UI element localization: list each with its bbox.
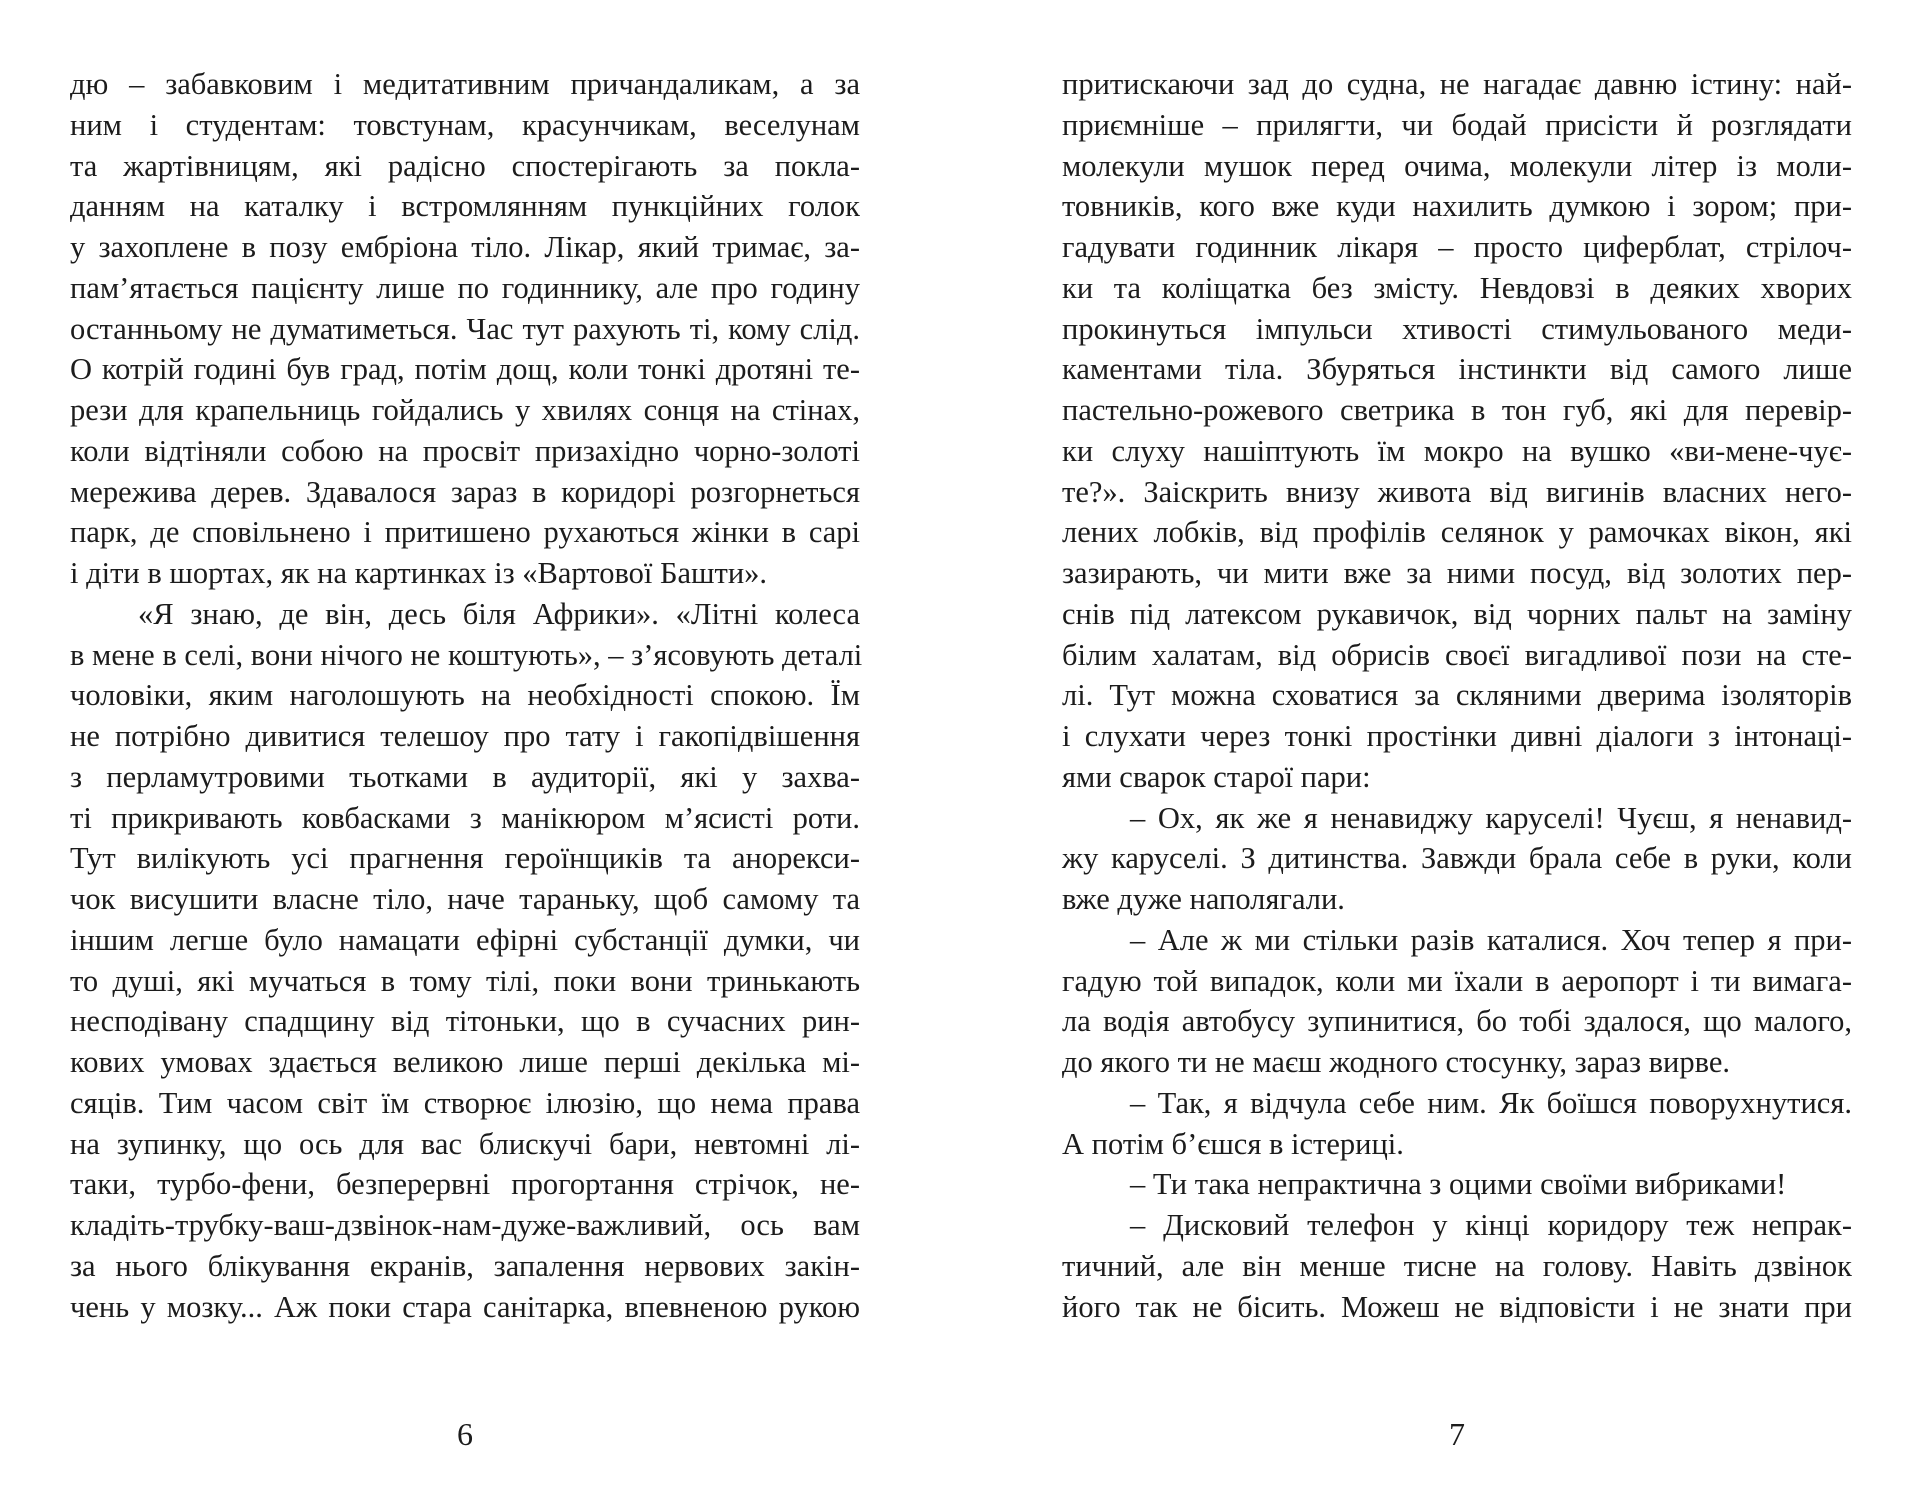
page-number: 6 xyxy=(457,1416,473,1452)
text-line: його так не бісить. Можеш не відповісти і не знати при xyxy=(1062,1289,1852,1324)
text-line: то душі, які мучаться в тому тілі, поки вони тринькають xyxy=(70,963,860,998)
text-line: – Ти така непрактична з оцими своїми вибриками! xyxy=(1130,1167,1787,1202)
text-line: білим халатам, від обрисів своєї вигадливої пози на сте- xyxy=(1062,637,1852,672)
right-page xyxy=(1062,64,1852,1494)
text-line: тичний, але він менше тисне на голову. Навіть дзвінок xyxy=(1062,1248,1852,1283)
text-line: пам’ятається пацієнту лише по годиннику, але про годину xyxy=(70,270,860,305)
text-line: не потрібно дивитися телешоу про тату і гакопідвішення xyxy=(70,719,860,753)
text-line: А потім б’єшся в істериці. xyxy=(1062,1126,1404,1161)
right-page-text xyxy=(1062,64,1852,1327)
text-line: чоловіки, яким наголошують на необхідності спокою. Їм xyxy=(70,678,860,713)
text-line: в мене в селі, вони нічого не коштують», – з’ясовують деталі xyxy=(70,637,863,672)
text-line: до якого ти не маєш жодного стосунку, зараз вирве. xyxy=(1062,1045,1730,1079)
text-line: приємніше – прилягти, чи бодай присісти й розглядати xyxy=(1062,107,1852,142)
text-line: на зупинку, що ось для вас блискучі бари, невтомні лі- xyxy=(70,1126,860,1161)
text-line: – Дисковий телефон у кінці коридору теж непрак- xyxy=(1130,1208,1852,1242)
text-line: снів під латексом рукавичок, від чорних пальт на заміну xyxy=(1062,596,1852,631)
text-line: ки та коліщатка без змісту. Невдовзі в деяких хворих xyxy=(1062,270,1852,305)
text-line: зазирають, чи мити вже за ними посуд, від золотих пер- xyxy=(1062,556,1852,590)
text-line: товників, кого вже куди нахилить думкою і зором; при- xyxy=(1062,189,1852,224)
text-line: каментами тіла. Збуряться інстинкти від самого лише xyxy=(1062,352,1852,387)
text-line: ями сварок старої пари: xyxy=(1062,759,1371,794)
text-line: лі. Тут можна сховатися за скляними дверима ізоляторів xyxy=(1062,678,1852,713)
text-line: гадувати годинник лікаря – просто циферблат, стрілоч- xyxy=(1062,230,1852,264)
text-line: та жартівницям, які радісно спостерігають за покла- xyxy=(70,148,860,183)
text-line: вже дуже наполягали. xyxy=(1062,882,1345,916)
text-line: – Ох, як же я ненавиджу каруселі! Чуєш, я ненавид- xyxy=(1130,800,1852,835)
text-line: іншим легше було намацати ефірні субстанції думки, чи xyxy=(70,922,860,957)
text-line: і діти в шортах, як на картинках із «Вартової Башти». xyxy=(70,556,768,590)
text-line: ки слуху нашіптують їм мокро на вушко «ви-мене-чує- xyxy=(1062,433,1852,468)
text-line: лених лобків, від профілів селянок у рамочках вікон, які xyxy=(1062,515,1852,550)
text-line: ним і студентам: товстунам, красунчикам, веселунам xyxy=(70,107,860,142)
text-line: дю – забавковим і медитативним причандаликам, а за xyxy=(70,67,860,101)
page-number: 7 xyxy=(1449,1416,1465,1452)
text-line: коли відтіняли собою на просвіт призахідно чорно-золоті xyxy=(70,433,860,468)
text-line: у захоплене в позу ембріона тіло. Лікар, який тримає, за- xyxy=(70,230,860,264)
text-line: «Я знаю, де він, десь біля Африки». «Літні колеса xyxy=(138,596,860,631)
text-line: останньому не думатиметься. Час тут рахують ті, кому слід. xyxy=(70,311,860,346)
text-line: за нього блікування екранів, запалення нервових закін- xyxy=(70,1248,860,1283)
text-line: рези для крапельниць гойдались у хвилях сонця на стінах, xyxy=(70,393,860,427)
text-line: прокинуться імпульси хтивості стимульованого меди- xyxy=(1062,311,1852,346)
text-line: мережива дерев. Здавалося зараз в коридорі розгорнеться xyxy=(70,474,860,509)
text-line: – Так, я відчула себе ним. Як боїшся поворухнутися. xyxy=(1130,1085,1852,1120)
text-line: молекули мушок перед очима, молекули літер із моли- xyxy=(1062,148,1852,183)
text-line: таки, турбо-фени, безперервні прогортання стрічок, не- xyxy=(70,1167,860,1202)
text-line: гадую той випадок, коли ми їхали в аеропорт і ти вимага- xyxy=(1062,963,1852,998)
text-line: Тут вилікують усі прагнення героїнщиків та анорекси- xyxy=(70,841,860,876)
text-line: сяців. Тим часом світ їм створює ілюзію, що нема права xyxy=(70,1085,860,1120)
text-line: те?». Заіскрить внизу живота від вигинів власних него- xyxy=(1062,474,1852,509)
left-page xyxy=(70,64,863,1494)
text-line: О котрій годині був град, потім дощ, коли тонкі дротяні те- xyxy=(70,352,860,387)
text-line: чень у мозку... Аж поки стара санітарка, впевненою рукою xyxy=(70,1289,860,1324)
text-line: кових умовах здається великою лише перші декілька мі- xyxy=(70,1045,860,1079)
text-line: жу каруселі. З дитинства. Завжди брала себе в руки, коли xyxy=(1062,841,1852,876)
text-line: ті прикривають ковбасками з манікюром м’ясисті роти. xyxy=(70,800,860,835)
text-line: парк, де сповільнено і притишено рухаються жінки в сарі xyxy=(70,515,860,550)
text-line: з перламутровими тьотками в аудиторії, які у захва- xyxy=(70,759,860,794)
left-page-text xyxy=(70,64,863,1327)
text-line: кладіть-трубку-ваш-дзвінок-нам-дуже-важливий, ось вам xyxy=(70,1208,860,1242)
text-line: данням на каталку і встромлянням пункційних голок xyxy=(70,189,860,224)
text-line: ла водія автобусу зупинитися, бо тобі здалося, що малого, xyxy=(1062,1004,1852,1039)
text-line: притискаючи зад до судна, не нагадає давню істину: най- xyxy=(1062,67,1852,101)
text-line: – Але ж ми стільки разів каталися. Хоч тепер я при- xyxy=(1130,922,1852,957)
text-line: чок висушити власне тіло, наче тараньку, щоб самому та xyxy=(70,882,860,916)
text-line: несподівану спадщину від тітоньки, що в сучасних рин- xyxy=(70,1004,860,1039)
text-line: і слухати через тонкі простінки дивні діалоги з інтонаці- xyxy=(1062,719,1852,753)
text-line: пастельно-рожевого светрика в тон губ, які для перевір- xyxy=(1062,393,1852,427)
